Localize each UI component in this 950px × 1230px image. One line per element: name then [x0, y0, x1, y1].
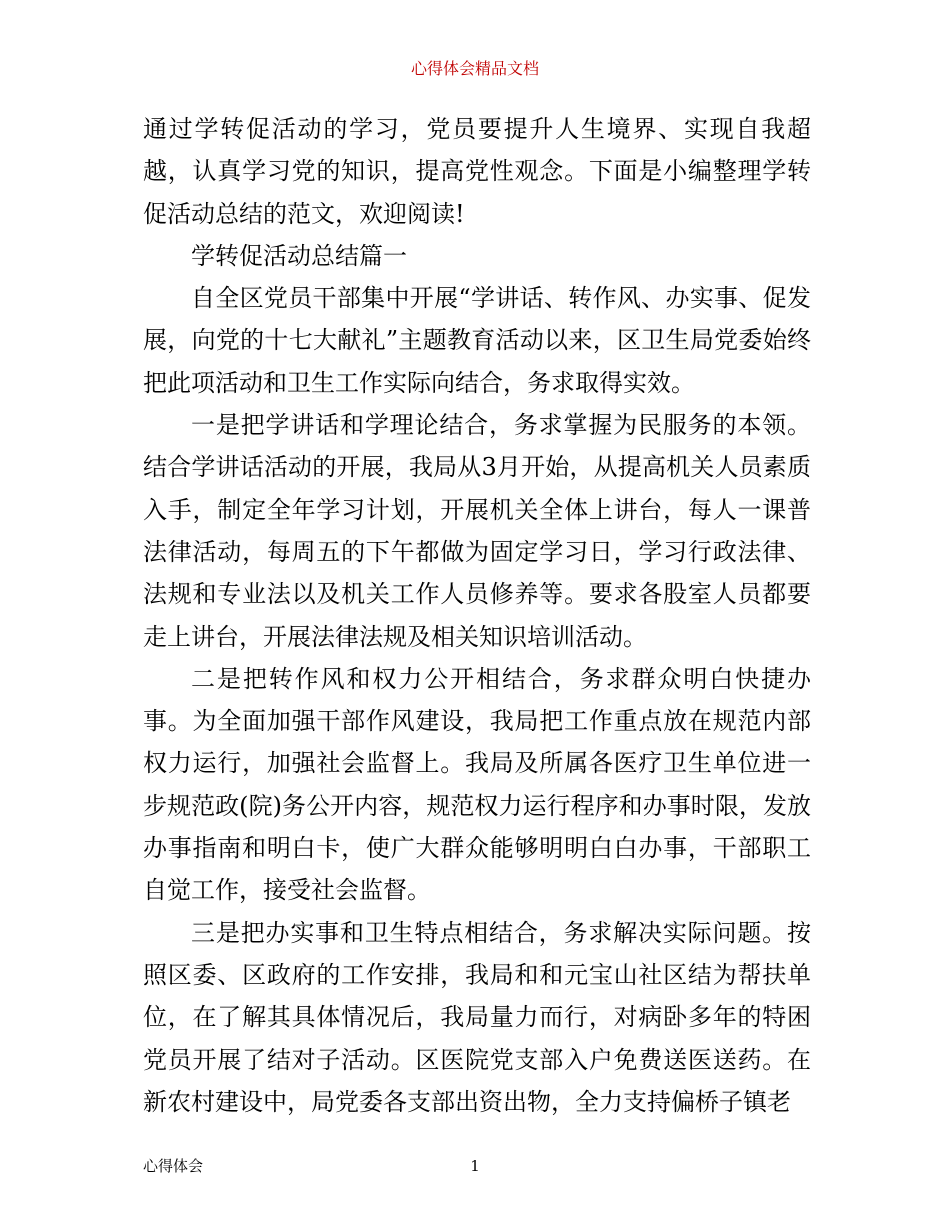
- body-paragraph: 通过学转促活动的学习，党员要提升人生境界、实现自我超越，认真学习党的知识，提高党性观念。下面是小编整理学转促活动总结的范文，欢迎阅读!: [143, 115, 811, 228]
- body-paragraph: 二是把转作风和权力公开相结合，务求群众明白快捷办事。为全面加强干部作风建设，我局把工作重点放在规范内部权力运行，加强社会监督上。我局及所属各医疗卫生单位进一步规范政(院)务公开内容，规范权力运行程序和办事时限，发放办事指南和明白卡，使广大群众能够明明白白办事，干部职工自觉工作，接受社会监督。: [143, 664, 811, 905]
- document-header-title: 心得体会精品文档: [410, 59, 539, 78]
- page-number: 1: [470, 1157, 480, 1175]
- section-heading: 学转促活动总结篇一: [191, 241, 407, 270]
- footer-label: 心得体会: [143, 1157, 204, 1175]
- document-body: [143, 108, 811, 1123]
- body-paragraph: 自全区党员干部集中开展“学讲话、转作风、办实事、促发展，向党的十七大献礼”主题教育活动以来，区卫生局党委始终把此项活动和卫生工作实际向结合，务求取得实效。: [143, 284, 811, 397]
- body-paragraph: 一是把学讲话和学理论结合，务求掌握为民服务的本领。结合学讲话活动的开展，我局从3月开始，从提高机关人员素质入手，制定全年学习计划，开展机关全体上讲台，每人一课普法律活动，每周五的下午都做为固定学习日，学习行政法律、法规和专业法以及机关工作人员修养等。要求各股室人员都要走上讲台，开展法律法规及相关知识培训活动。: [143, 411, 811, 651]
- body-paragraph: 三是把办实事和卫生特点相结合，务求解决实际问题。按照区委、区政府的工作安排，我局和和元宝山社区结为帮扶单位，在了解其具体情况后，我局量力而行，对病卧多年的特困党员开展了结对子活动。区医院党支部入户免费送医送药。在新农村建设中，局党委各支部出资出物，全力支持偏桥子镇老: [143, 918, 811, 1116]
